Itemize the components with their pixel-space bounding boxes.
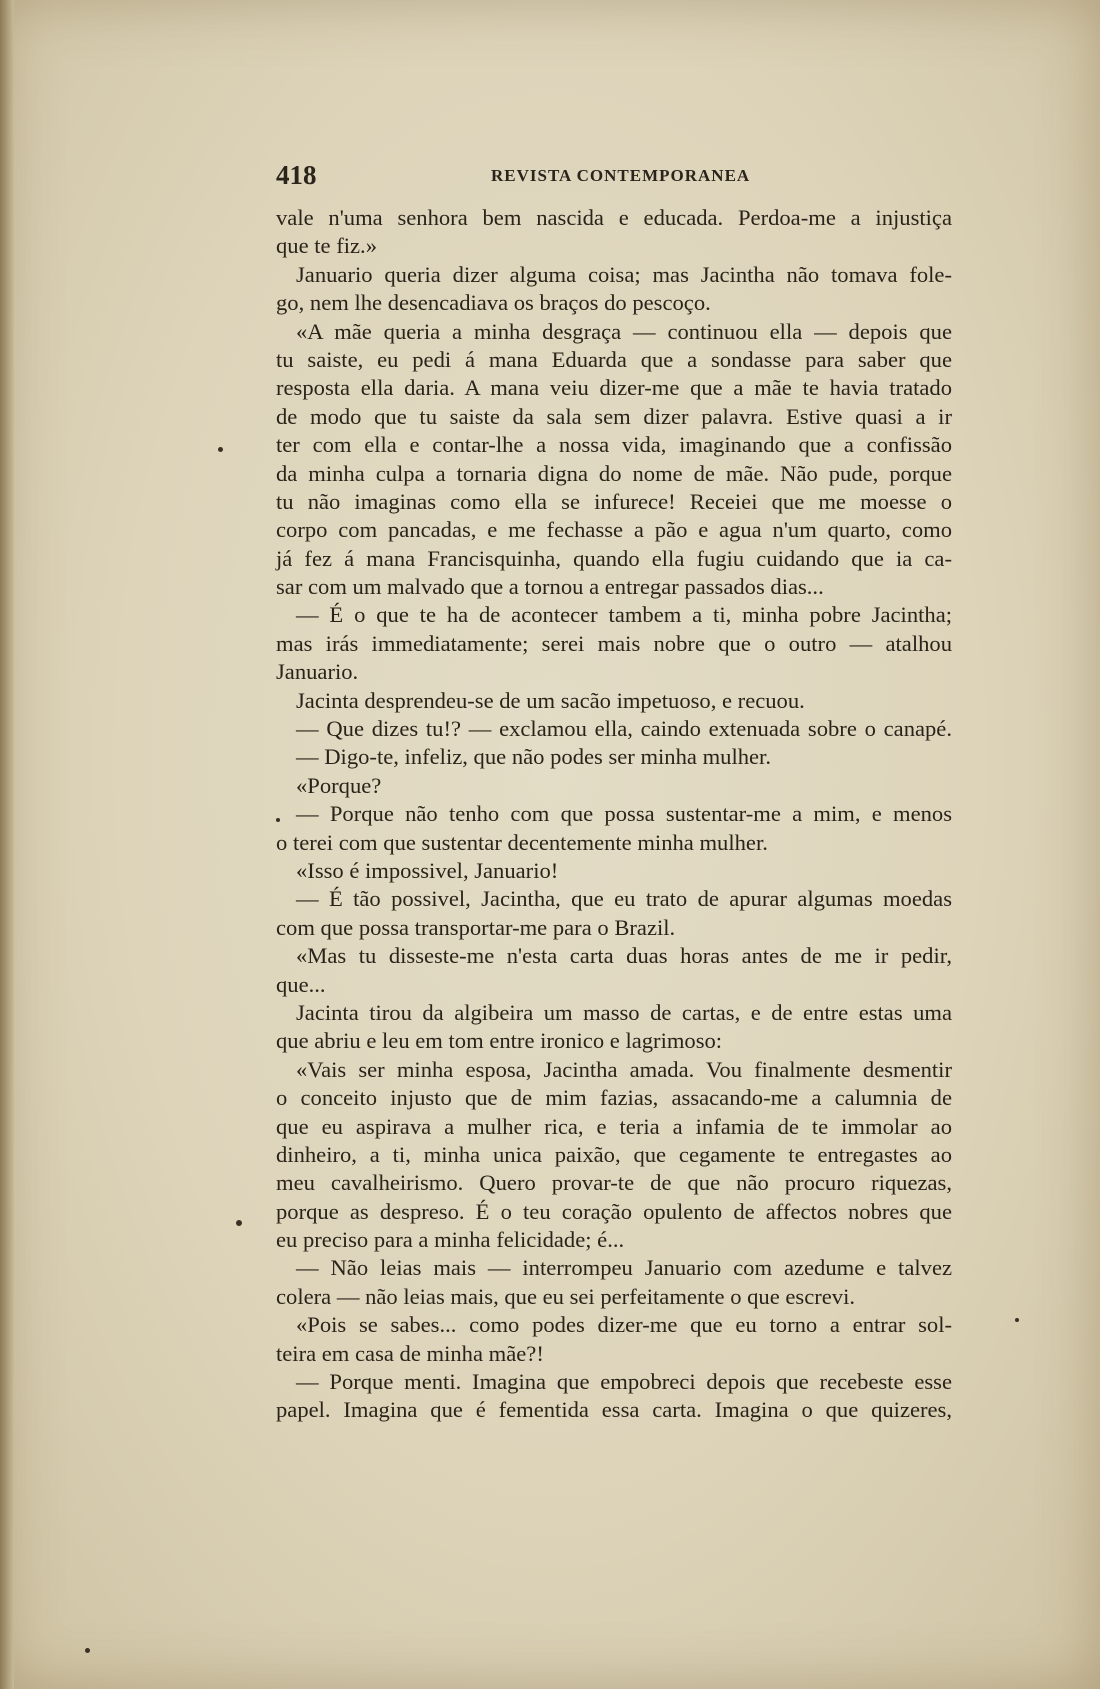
- text-line: que te fiz.»: [276, 233, 377, 259]
- text-line: corpo com pancadas, e me fechasse a pão e agua n'um quarto, como: [276, 517, 952, 543]
- paper-speck: [85, 1648, 90, 1653]
- paper-speck: [236, 1220, 242, 1226]
- text-line: resposta ella daria. A mana veiu dizer-me que a mãe te havia tratado: [276, 375, 952, 401]
- body-text: [276, 204, 952, 1425]
- text-line: — Não leias mais — interrompeu Januario com azedume e talvez: [296, 1255, 952, 1281]
- text-line: tu não imaginas como ella se infurece! Receiei que me moesse o: [276, 488, 952, 514]
- text-line: eu preciso para a minha felicidade; é...: [276, 1227, 625, 1253]
- page-header: [276, 160, 952, 192]
- text-line: com que possa transportar-me para o Brazil.: [276, 914, 676, 940]
- text-line: — Porque não tenho com que possa sustentar-me a mim, e menos: [296, 801, 952, 827]
- text-line: Jacinta desprendeu-se de um sacão impetuoso, e recuou.: [296, 687, 805, 713]
- paper-speck: [276, 818, 280, 822]
- text-line: papel. Imagina que é fementida essa carta. Imagina o que quizeres,: [276, 1397, 952, 1423]
- text-line: — É o que te ha de acontecer tambem a ti, minha pobre Jacintha;: [296, 602, 952, 628]
- page-number: 418: [276, 160, 317, 190]
- text-line: «Porque?: [296, 772, 382, 798]
- paper-speck: [218, 447, 223, 452]
- text-line: — Digo-te, infeliz, que não podes ser minha mulher.: [296, 744, 771, 770]
- text-line: «Mas tu disseste-me n'esta carta duas horas antes de me ir pedir,: [296, 943, 952, 969]
- text-line: vale n'uma senhora bem nascida e educada. Perdoa-me a injustiça: [276, 205, 952, 230]
- text-line: da minha culpa a tornaria digna do nome de mãe. Não pude, porque: [276, 460, 952, 486]
- text-line: Januario queria dizer alguma coisa; mas Jacintha não tomava fole-: [296, 261, 952, 287]
- text-line: — É tão possivel, Jacintha, que eu trato de apurar algumas moedas: [296, 886, 952, 912]
- text-line: go, nem lhe desencadiava os braços do pescoço.: [276, 290, 711, 316]
- text-line: mas irás immediatamente; serei mais nobre que o outro — atalhou: [276, 630, 952, 656]
- text-line: «Pois se sabes... como podes dizer-me que eu torno a entrar sol-: [296, 1312, 952, 1338]
- text-line: porque as despreso. É o teu coração opulento de affectos nobres que: [276, 1198, 952, 1224]
- text-line: meu cavalheirismo. Quero provar-te de que não procuro riquezas,: [276, 1170, 952, 1196]
- text-line: colera — não leias mais, que eu sei perfeitamente o que escrevi.: [276, 1283, 856, 1309]
- text-line: «A mãe queria a minha desgraça — continuou ella — depois que: [296, 318, 952, 344]
- text-line: tu saiste, eu pedi á mana Eduarda que a sondasse para saber que: [276, 346, 952, 372]
- page-spine-edge: [0, 0, 14, 1689]
- text-line: — Que dizes tu!? — exclamou ella, caindo extenuada sobre o canapé.: [296, 716, 952, 742]
- text-line: teira em casa de minha mãe?!: [276, 1340, 544, 1366]
- text-line: Januario.: [276, 659, 359, 685]
- text-line: já fez á mana Francisquinha, quando ella fugiu cuidando que ia ca-: [276, 545, 952, 571]
- text-line: o terei com que sustentar decentemente minha mulher.: [276, 829, 768, 855]
- text-line: o conceito injusto que de mim fazias, assacando-me a calumnia de: [276, 1085, 952, 1111]
- text-line: ter com ella e contar-lhe a nossa vida, imaginando que a confissão: [276, 432, 952, 458]
- running-title: REVISTA CONTEMPORANEA: [491, 166, 751, 185]
- text-line: Jacinta tirou da algibeira um masso de cartas, e de entre estas uma: [296, 999, 952, 1025]
- text-line: que eu aspirava a mulher rica, e teria a infamia de te immolar ao: [276, 1113, 952, 1139]
- text-line: de modo que tu saiste da sala sem dizer palavra. Estive quasi a ir: [276, 403, 952, 429]
- text-line: «Isso é impossivel, Januario!: [296, 857, 559, 883]
- text-line: dinheiro, a ti, minha unica paixão, que cegamente te entregastes ao: [276, 1141, 952, 1167]
- text-line: sar com um malvado que a tornou a entregar passados dias...: [276, 574, 824, 600]
- text-line: que abriu e leu em tom entre ironico e lagrimoso:: [276, 1028, 723, 1054]
- text-line: «Vais ser minha esposa, Jacintha amada. Vou finalmente desmentir: [296, 1056, 952, 1082]
- paper-speck: [1015, 1318, 1019, 1322]
- text-line: que...: [276, 971, 326, 997]
- text-line: — Porque menti. Imagina que empobreci depois que recebeste esse: [296, 1369, 952, 1395]
